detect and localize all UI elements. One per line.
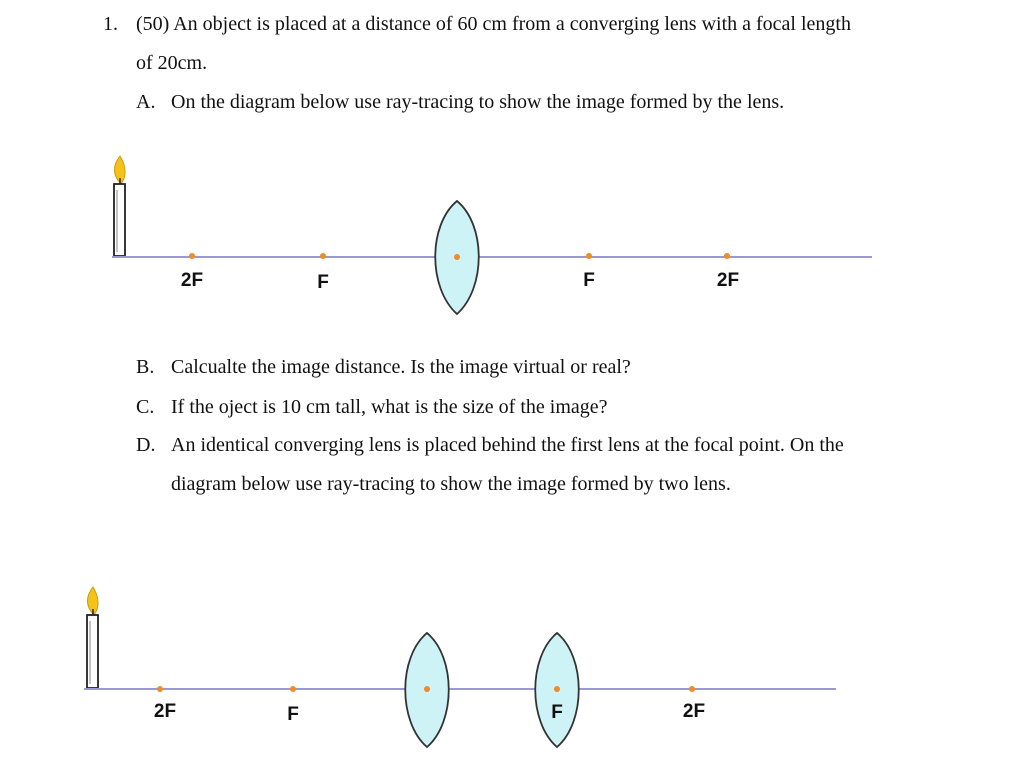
part-c-letter: C. [136, 396, 155, 418]
point-left-2f [189, 253, 195, 259]
question-line-1: (50) An object is placed at a distance of 60 cm from a converging lens with a focal length [136, 13, 851, 35]
point-left-f [320, 253, 326, 259]
candle-object [114, 156, 125, 256]
label2-left-2f: 2F [153, 701, 177, 722]
part-a-letter: A. [136, 91, 156, 113]
part-d-text-line-2: diagram below use ray-tracing to show the image formed by two lens. [171, 473, 731, 495]
part-b-text: Calcualte the image distance. Is the image virtual or real? [171, 356, 631, 378]
point2-lens-center [424, 686, 430, 692]
part-a-text: On the diagram below use ray-tracing to show the image formed by the lens. [171, 91, 785, 113]
question-line-2: of 20cm. [136, 52, 208, 74]
label2-left-f: F [287, 704, 299, 725]
part-d-text-line-1: An identical converging lens is placed behind the first lens at the focal point. On the [171, 434, 844, 456]
label-left-2f: 2F [180, 270, 204, 291]
label2-right-2f: 2F [682, 701, 706, 722]
label-right-f: F [583, 270, 595, 291]
point-lens-center [454, 254, 460, 260]
part-c-text: If the oject is 10 cm tall, what is the size of the image? [171, 396, 608, 418]
part-b-letter: B. [136, 356, 155, 378]
point-right-2f [724, 253, 730, 259]
point2-left-2f [157, 686, 163, 692]
candle-object-2 [87, 587, 98, 688]
label2-right-f: F [551, 702, 563, 723]
question-number: 1. [103, 13, 118, 35]
diagram-two-lenses [84, 587, 836, 747]
point2-right-f [554, 686, 560, 692]
label-left-f: F [317, 272, 329, 293]
point-right-f [586, 253, 592, 259]
point2-right-2f [689, 686, 695, 692]
part-d-letter: D. [136, 434, 156, 456]
point2-left-f [290, 686, 296, 692]
label-right-2f: 2F [716, 270, 740, 291]
